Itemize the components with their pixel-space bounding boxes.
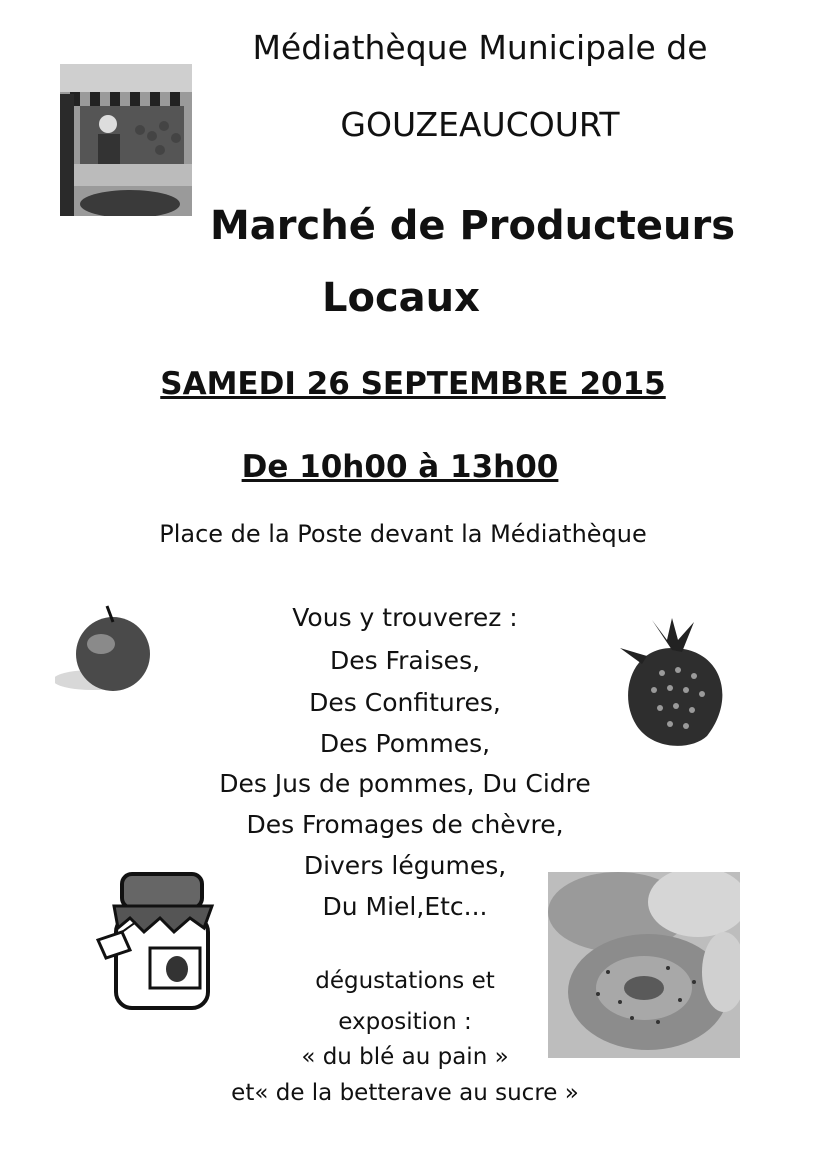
list-item: Des Pommes, bbox=[319, 729, 491, 758]
extras-line-2: exposition : bbox=[338, 1009, 472, 1035]
header-line-1: Médiathèque Municipale de bbox=[252, 28, 708, 67]
extras-line-1: dégustations et bbox=[315, 968, 495, 994]
event-date: SAMEDI 26 SEPTEMBRE 2015 bbox=[160, 366, 666, 402]
list-item: Des Jus de pommes, Du Cidre bbox=[219, 769, 591, 798]
products-intro: Vous y trouverez : bbox=[292, 603, 518, 632]
extras-line-4: et« de la betterave au sucre » bbox=[231, 1080, 579, 1106]
list-item: Des Confitures, bbox=[309, 688, 501, 717]
event-hours: De 10h00 à 13h00 bbox=[241, 449, 559, 485]
header-line-2: GOUZEAUCOURT bbox=[340, 105, 620, 144]
event-place: Place de la Poste devant la Médiathèque bbox=[159, 520, 647, 548]
list-item: Des Fromages de chèvre, bbox=[246, 810, 564, 839]
list-item: Du Miel,Etc... bbox=[322, 892, 488, 921]
title-line-2: Locaux bbox=[322, 275, 480, 321]
list-item: Divers légumes, bbox=[303, 851, 507, 880]
title-line-1: Marché de Producteurs bbox=[210, 203, 736, 249]
extras-line-3: « du blé au pain » bbox=[301, 1044, 509, 1070]
list-item: Des Fraises, bbox=[329, 646, 481, 675]
